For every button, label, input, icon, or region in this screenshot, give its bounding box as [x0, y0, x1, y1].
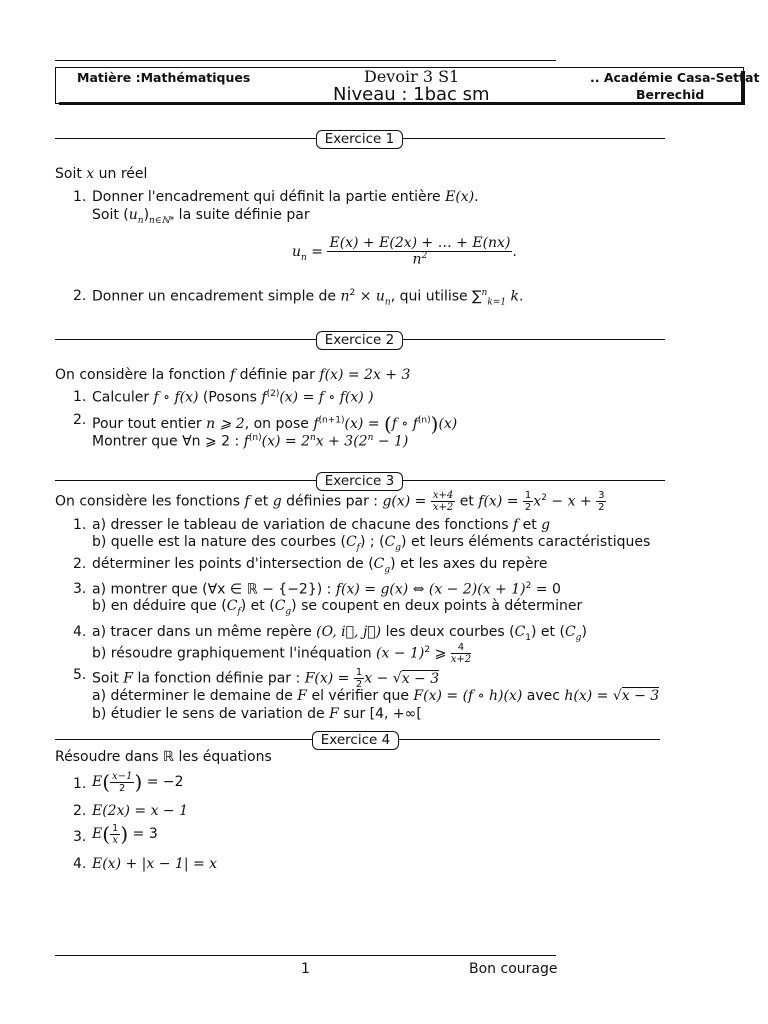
ex3-q1b-text: b) quelle est la nature des courbes $(C_f)$ ; $(C_g)$ et leurs éléments caractéristiques: [92, 534, 651, 553]
exercise-1-rule-left: [55, 138, 317, 139]
ex2-q1-number: 1.: [73, 389, 87, 405]
ex3-q2-text: déterminer les points d'intersection de $(C_g)$ et les axes du repère: [92, 556, 548, 575]
city-label: Berrechid: [636, 87, 705, 102]
ex4-q1-text: E( $\frac{x-1}{2}$ ) = −2: [92, 770, 184, 794]
ex3-q5-number: 5.: [73, 667, 87, 683]
ex3-q4-number: 4.: [73, 624, 87, 640]
ex1-q1-text: Donner l'encadrement qui définit la partie entière E(x).: [92, 189, 479, 205]
footer-note: Bon courage: [469, 961, 558, 977]
page-number: 1: [301, 961, 310, 977]
exercise-2-rule-left: [55, 339, 317, 340]
ex2-q2-number: 2.: [73, 412, 87, 428]
ex4-q2-text: E(2x) = x − 1: [92, 803, 189, 819]
ex1-intro: Soit x un réel: [55, 166, 148, 182]
exercise-2-rule-right: [403, 339, 665, 340]
ex1-q2-text: Donner un encadrement simple de $n^2 \times u_n$, qui utilise ∑$^n_{k=1}$ k.: [92, 288, 524, 308]
niveau-title: Niveau : 1bac sm: [333, 84, 490, 105]
ex1-q1-line2: Soit $(u_n)_{n\in ℕ*}$ la suite définie par: [92, 207, 310, 226]
ex4-q3-text: E( $\frac{1}{x}$ ) = 3: [92, 822, 158, 846]
exercise-1-heading: [55, 130, 665, 152]
ex3-intro: On considère les fonctions f et g définies par : g(x) = $\frac{x+4}{x+2}$ et f(x) = $\frac{1}{2}$ $x^2 - x$ + $\frac{3}{2}$: [55, 490, 605, 513]
ex2-q2-line2: Montrer que ∀n ⩾ 2 : $f^{(n)}(x) = 2^nx + 3(2^n - 1)$: [92, 433, 409, 450]
ex3-q1-number: 1.: [73, 517, 87, 533]
ex3-q5-text: Soit F la fonction définie par : F(x) = $\frac{1}{2}$ x − √x − 3: [92, 667, 440, 690]
ex4-q4-number: 4.: [73, 856, 87, 872]
ex4-q2-number: 2.: [73, 803, 87, 819]
exercise-3-rule-right: [403, 480, 665, 481]
exercise-3-title: Exercice 3: [316, 472, 403, 491]
ex1-q2-number: 2.: [73, 288, 87, 304]
ex2-q2-text: Pour tout entier n ⩾ 2, on pose $f^{(n+1)}(x) = (f$ ∘ $f^{(n)})(x)$: [92, 412, 458, 436]
ex1-q1-number: 1.: [73, 189, 87, 205]
ex3-q4b-text: b) résoudre graphiquement l'inéquation $(x - 1)^2$ ⩾ $\frac{4}{x+2}$: [92, 642, 472, 665]
ex1-formula-denominator: $n^2$: [412, 251, 428, 269]
exercise-4-title: Exercice 4: [312, 731, 399, 750]
ex3-q3a-text: a) montrer que (∀x ∈ ℝ − {−2}) : f(x) = g(x) ⇔ $(x - 2)(x + 1)^2 = 0$: [92, 581, 561, 598]
ex2-q1-text: Calculer f ∘ f(x) (Posons $f^{(2)}(x) = f$ ∘ f(x) ): [92, 389, 374, 406]
subject-label: Matière :Mathématiques: [77, 70, 251, 85]
exercise-2-heading: [55, 331, 665, 353]
exercise-2-title: Exercice 2: [316, 331, 403, 350]
ex3-q2-number: 2.: [73, 556, 87, 572]
devoir-title: Devoir 3 S1: [364, 67, 460, 86]
exercise-1-rule-right: [403, 138, 665, 139]
ex3-q4a-text: a) tracer dans un même repère (O, i⃗, j⃗) les deux courbes $(C_1)$ et $(C_g)$: [92, 624, 587, 643]
top-rule: [55, 60, 556, 61]
exercise-4-rule-right: [399, 739, 660, 740]
ex1-formula: $u_n$ = $\frac{E(x) + E(2x) + \dots + E(nx)}{n^2}$ .: [292, 235, 517, 269]
ex3-q1a-text: a) dresser le tableau de variation de chacune des fonctions f et g: [92, 517, 551, 533]
ex4-q3-number: 3.: [73, 829, 87, 845]
ex2-intro: On considère la fonction f définie par f(x) = 2x + 3: [55, 367, 411, 383]
ex3-q3-number: 3.: [73, 581, 87, 597]
ex4-intro: Résoudre dans ℝ les équations: [55, 749, 272, 765]
exercise-3-rule-left: [55, 480, 317, 481]
ex4-q1-number: 1.: [73, 776, 87, 792]
ex3-q5a-text: a) déterminer le demaine de F el vérifier que F(x) = (f ∘ h)(x) avec h(x) = √x − 3: [92, 688, 660, 704]
footer-rule: [55, 955, 556, 956]
exercise-4-rule-left: [55, 739, 313, 740]
academie-label: .. Académie Casa-Settat: [590, 70, 760, 85]
ex3-q3b-text: b) en déduire que $(C_f)$ et $(C_g)$ se coupent en deux points à déterminer: [92, 598, 583, 617]
ex4-q4-text: E(x) + |x − 1| = x: [92, 856, 218, 872]
ex1-formula-numerator: E(x) + E(2x) + … + E(nx): [329, 235, 511, 251]
exercise-1-title: Exercice 1: [316, 130, 403, 149]
ex3-q5b-text: b) étudier le sens de variation de F sur [4, +∞[: [92, 706, 422, 722]
